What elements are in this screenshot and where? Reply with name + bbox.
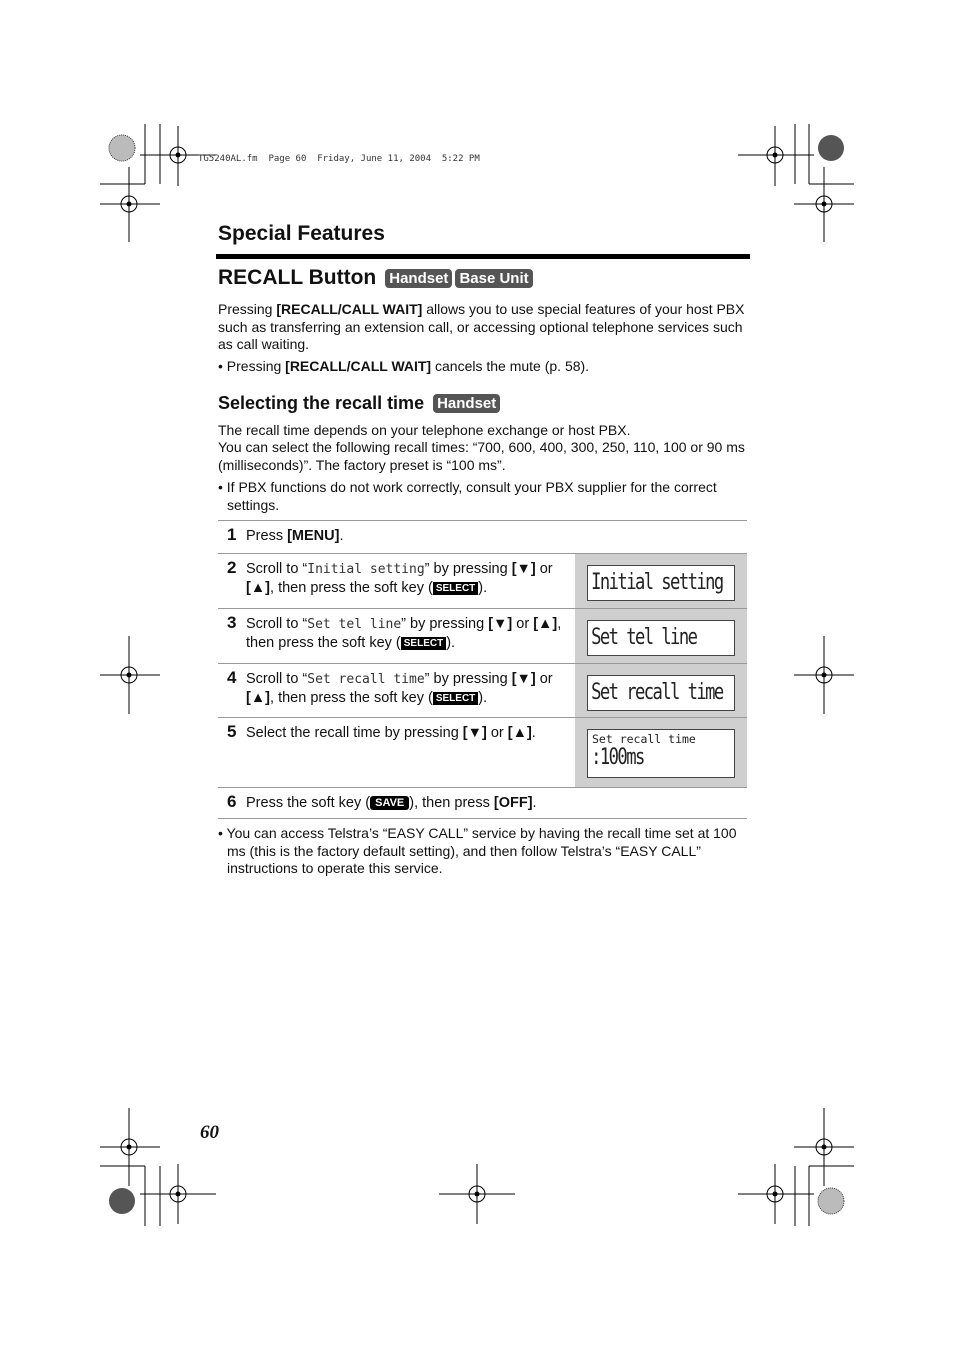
sub-paragraph-1: The recall time depends on your telephone exchange or host PBX. (218, 422, 631, 438)
lcd-display: Initial setting (587, 565, 735, 601)
lcd-display: Set recall time (587, 675, 735, 711)
display-panel (575, 718, 747, 787)
step-text: Press [MENU]. (246, 528, 344, 544)
step-text: Scroll to “Set recall time” by pressing [▼] or [▲], then press the soft key ( SELECT ). (246, 671, 553, 706)
step-number: 3 (227, 613, 237, 632)
step-6 (218, 787, 747, 819)
select-key-icon: SELECT (401, 637, 446, 650)
step-number: 1 (227, 525, 237, 544)
step-4 (218, 663, 747, 717)
display-panel (575, 554, 747, 608)
sub-title (218, 393, 500, 414)
sub-paragraph-2: You can select the following recall times: “700, 600, 400, 300, 250, 110, 100 or 90 ms (milliseconds)”. The factory preset is “100 ms”. (218, 439, 745, 473)
step-text: Scroll to “Set tel line” by pressing [▼] or [▲], then press the soft key ( SELECT ). (246, 616, 562, 651)
step-5 (218, 717, 747, 787)
step-number: 5 (227, 722, 237, 741)
tag-handset-sub: Handset (433, 394, 500, 413)
intro-paragraph: Pressing [RECALL/CALL WAIT] allows you to use special features of your host PBX such as transferring an extension call, or accessing optional telephone services such as call waiting. (218, 301, 745, 352)
step-text: Press the soft key ( SAVE ), then press [OFF]. (246, 795, 537, 811)
page-number: 60 (200, 1122, 219, 1143)
step-number: 4 (227, 668, 237, 687)
file-info-line: TG5240AL.fm Page 60 Friday, June 11, 2004 5:22 PM (198, 154, 480, 164)
step-3 (218, 608, 747, 663)
step-number: 6 (227, 792, 237, 811)
step-1 (218, 520, 747, 553)
step-2 (218, 553, 747, 608)
step-number: 2 (227, 558, 237, 577)
sub-bullet: • If PBX functions do not work correctly, consult your PBX supplier for the correct settings. (218, 479, 717, 513)
tag-handset: Handset (385, 269, 452, 288)
intro-bullet: • Pressing [RECALL/CALL WAIT] cancels the mute (p. 58). (218, 358, 590, 374)
step-text: Scroll to “Initial setting” by pressing [▼] or [▲], then press the soft key ( SELECT ). (246, 561, 553, 596)
section-title: Special Features (218, 222, 385, 245)
tag-base-unit: Base Unit (455, 269, 532, 288)
lcd-display: Set tel line (587, 620, 735, 656)
display-panel (575, 664, 747, 717)
select-key-icon: SELECT (433, 582, 478, 595)
step-text: Select the recall time by pressing [▼] or [▲]. (246, 725, 536, 741)
save-key-icon: SAVE (370, 796, 409, 810)
select-key-icon: SELECT (433, 692, 478, 705)
main-title (218, 266, 533, 290)
main-title-text: RECALL Button (218, 266, 377, 289)
display-panel (575, 609, 747, 663)
sub-title-text: Selecting the recall time (218, 393, 425, 413)
footer-bullet: • You can access Telstra’s “EASY CALL” service by having the recall time set at 100 ms (this is the factory default setting), and then follow Telstra’s “EASY CALL” instructions to operate this service. (218, 825, 737, 876)
title-rule (216, 254, 750, 259)
lcd-display: Set recall time :100ms (587, 729, 735, 778)
